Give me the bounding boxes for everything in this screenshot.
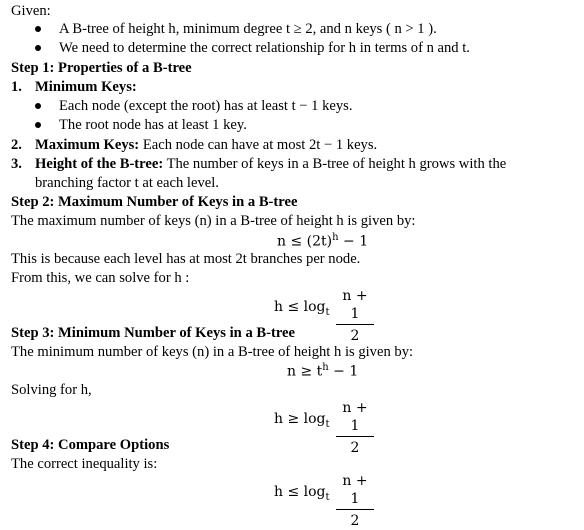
item-maximum-keys — [35, 136, 377, 154]
fraction-bar — [336, 324, 374, 325]
list-number: 3. — [11, 156, 22, 172]
fraction-numerator: n + 1 — [342, 473, 368, 507]
step2-inequality: $h \le \log_t$ — [274, 299, 330, 318]
step4-heading: Step 4: Compare Options — [11, 437, 170, 453]
fraction-denominator: 2 — [350, 328, 360, 344]
bullet-dot — [35, 122, 41, 128]
bullet-dot — [35, 45, 41, 51]
fraction — [336, 399, 374, 457]
step3-solve: Solving for h, — [11, 382, 92, 398]
step4-intro: The correct inequality is: — [11, 456, 158, 472]
item-maximum-keys-title: Maximum Keys: — [35, 137, 140, 153]
item-height-text-cont: branching factor t at each level. — [35, 175, 219, 191]
bullet-dot — [35, 26, 41, 32]
item-height-title: Height of the B-tree: — [35, 156, 164, 172]
fraction — [336, 287, 374, 345]
step3-intro: The minimum number of keys (n) in a B-tree of height h is given by: — [11, 344, 414, 360]
max-keys-formula: $n \le (2t)^h - 1$ — [277, 232, 369, 250]
item-minimum-keys-title: Minimum Keys: — [35, 79, 137, 95]
step2-reason: This is because each level has at most 2t branches per node. — [11, 251, 361, 267]
given-bullet-1: A B-tree of height h, minimum degree t ≥ 2, and n keys ( n > 1 ). — [59, 21, 437, 37]
fraction-bar — [336, 436, 374, 437]
item-height-text: The number of keys in a B-tree of height h grows with the — [163, 156, 507, 172]
min-keys-bullet-1: Each node (except the root) has at least t − 1 keys. — [59, 98, 353, 114]
given-label: Given: — [11, 3, 51, 19]
min-keys-bullet-2: The root node has at least 1 key. — [59, 117, 247, 133]
bullet-dot — [35, 103, 41, 109]
fraction-denominator: 2 — [350, 513, 360, 529]
step2-intro: The maximum number of keys (n) in a B-tree of height h is given by: — [11, 213, 416, 229]
item-height — [35, 155, 506, 173]
list-number: 2. — [11, 137, 22, 153]
fraction-denominator: 2 — [350, 440, 360, 456]
fraction — [336, 472, 374, 530]
given-bullet-2: We need to determine the correct relationship for h in terms of n and t. — [59, 40, 470, 56]
step2-heading: Step 2: Maximum Number of Keys in a B-tree — [11, 194, 298, 210]
step3-inequality: $h \ge \log_t$ — [274, 411, 330, 430]
fraction-numerator: n + 1 — [342, 400, 368, 434]
fraction-numerator: n + 1 — [342, 288, 368, 322]
step3-heading: Step 3: Minimum Number of Keys in a B-tree — [11, 325, 296, 341]
step2-solve: From this, we can solve for h : — [11, 270, 190, 286]
min-keys-formula: $n \ge t^h - 1$ — [287, 362, 359, 380]
step1-heading: Step 1: Properties of a B-tree — [11, 60, 192, 76]
step4-inequality: $h \le \log_t$ — [274, 484, 330, 503]
item-maximum-keys-text: Each node can have at most 2t − 1 keys. — [139, 137, 378, 153]
list-number: 1. — [11, 79, 22, 95]
